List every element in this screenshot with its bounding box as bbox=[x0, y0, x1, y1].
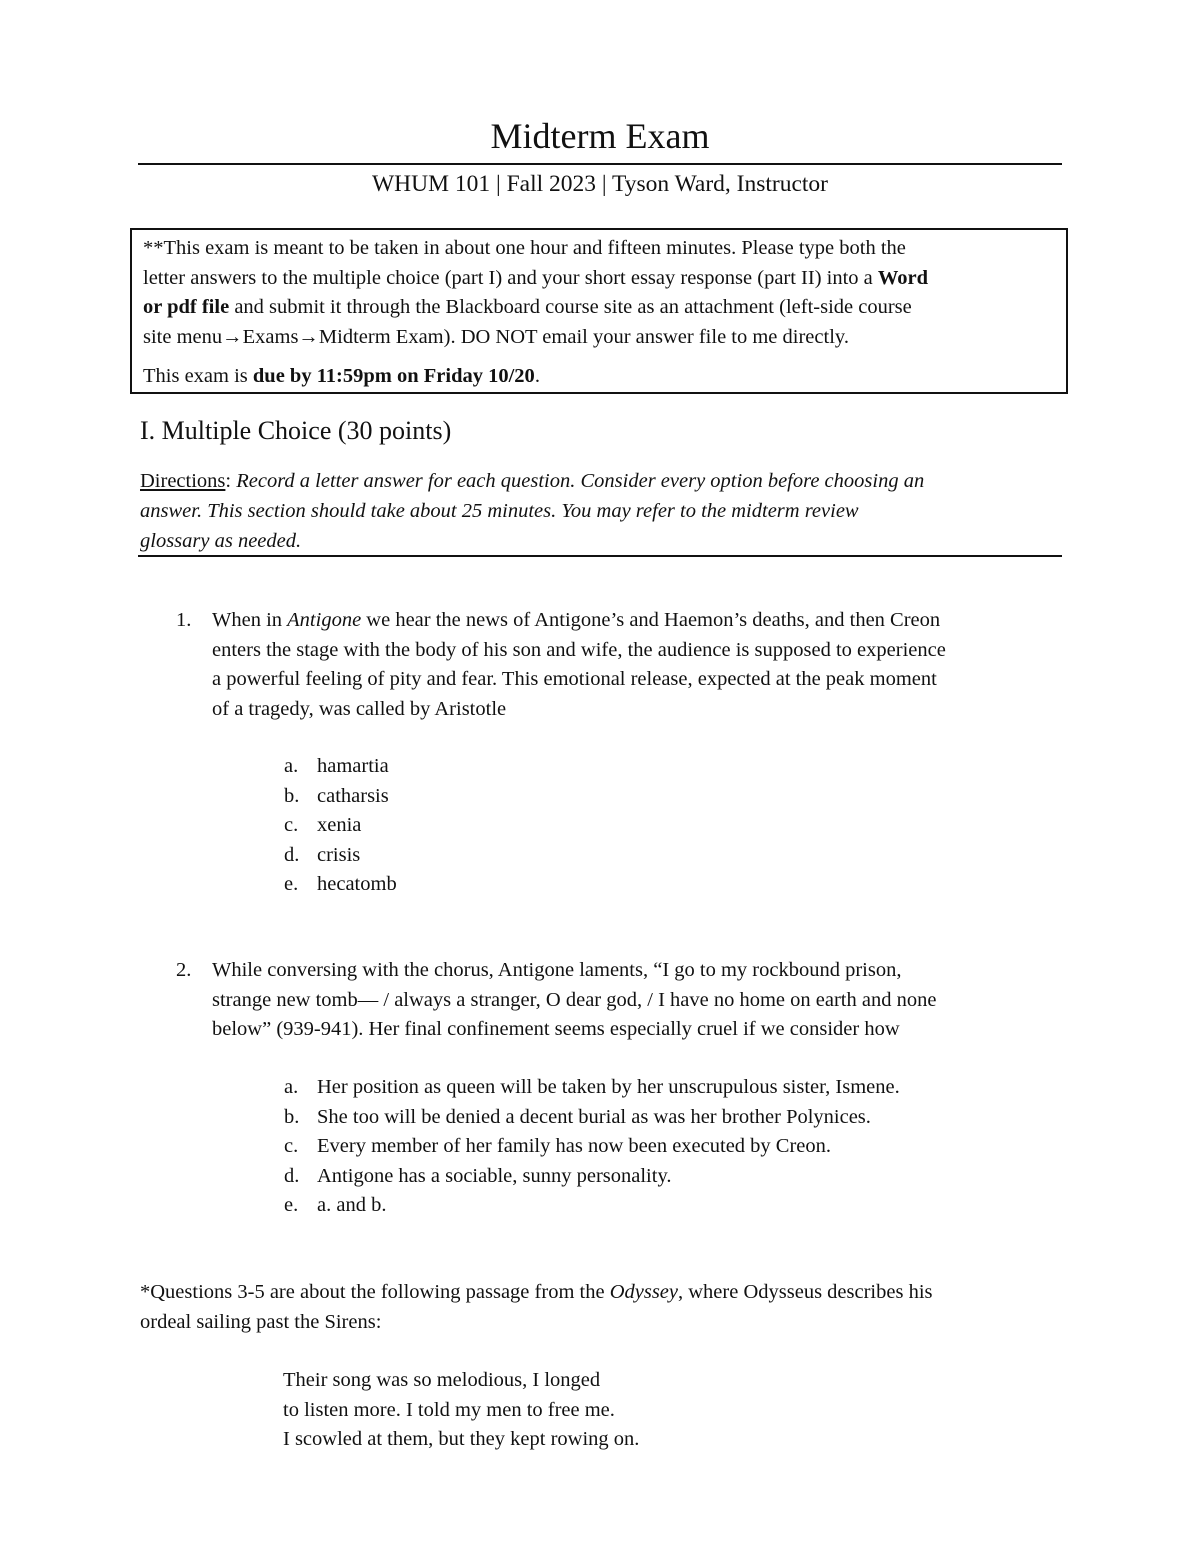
option-text: a. and b. bbox=[317, 1194, 387, 1216]
answer-option bbox=[280, 811, 1080, 841]
directions-text: glossary as needed. bbox=[140, 530, 302, 552]
notice-text: site menu→Exams→Midterm Exam). DO NOT email your answer file to me directly. bbox=[143, 326, 849, 349]
title-rule bbox=[138, 163, 1062, 165]
question-1 bbox=[176, 606, 1066, 724]
page-title: Midterm Exam bbox=[490, 116, 710, 156]
question-text-line: While conversing with the chorus, Antigone laments, “I go to my rockbound prison, bbox=[212, 959, 902, 981]
option-label: a. bbox=[284, 1076, 299, 1098]
question-text bbox=[212, 956, 1066, 1045]
section-directions bbox=[140, 466, 1064, 556]
notice-line bbox=[143, 293, 1054, 323]
odyssey-passage bbox=[283, 1366, 1043, 1455]
directions-text: Record a letter answer for each question. Consider every option before choosing an bbox=[231, 470, 925, 492]
answer-option bbox=[280, 782, 1080, 812]
option-label: e. bbox=[284, 1194, 299, 1216]
option-label: c. bbox=[284, 814, 299, 836]
question-text-line: a powerful feeling of pity and fear. This emotional release, expected at the peak moment bbox=[212, 668, 937, 690]
option-text: catharsis bbox=[317, 784, 389, 807]
note-text: *Questions 3-5 are about the following passage from the bbox=[140, 1281, 610, 1303]
note-text: , where Odysseus describes his bbox=[678, 1281, 933, 1303]
question-text-line: of a tragedy, was called by Aristotle bbox=[212, 697, 507, 720]
option-label: e. bbox=[284, 873, 299, 895]
option-text: hamartia bbox=[317, 755, 389, 777]
passage-line: to listen more. I told my men to free me. bbox=[283, 1398, 615, 1421]
question-text-span: we hear the news of Antigone’s and Haemon’s deaths, and then Creon bbox=[361, 609, 941, 631]
due-date: due by 11:59pm on Friday 10/20 bbox=[252, 364, 535, 387]
answer-option bbox=[280, 1162, 1080, 1192]
notice-bold-text: or pdf file bbox=[143, 296, 230, 319]
option-label: b. bbox=[284, 1105, 300, 1128]
notice-text: . bbox=[534, 364, 540, 387]
notice-text: letter answers to the multiple choice (part I) and your short essay response (part II) into a bbox=[143, 266, 878, 289]
work-title: Antigone bbox=[287, 609, 362, 631]
note-text-line: ordeal sailing past the Sirens: bbox=[140, 1310, 382, 1333]
section-heading: I. Multiple Choice (30 points) bbox=[140, 416, 452, 445]
option-text: Her position as queen will be taken by her unscrupulous sister, Ismene. bbox=[317, 1076, 900, 1098]
notice-line bbox=[143, 234, 1054, 264]
notice-bold-text: Word bbox=[877, 266, 929, 289]
option-text: She too will be denied a decent burial as was her brother Polynices. bbox=[317, 1105, 871, 1128]
option-label: d. bbox=[284, 843, 300, 866]
option-label: a. bbox=[284, 755, 299, 777]
notice-text: This exam is bbox=[143, 364, 253, 387]
option-text: Every member of her family has now been executed by Creon. bbox=[317, 1135, 832, 1157]
question-1-options bbox=[280, 752, 1080, 900]
notice-text: **This exam is meant to be taken in about one hour and fifteen minutes. Please type both the bbox=[143, 237, 906, 259]
question-text-line: enters the stage with the body of his son and wife, the audience is supposed to experience bbox=[212, 638, 946, 661]
passage-line: I scowled at them, but they kept rowing on. bbox=[283, 1428, 640, 1450]
option-label: c. bbox=[284, 1135, 299, 1157]
exam-notice-box bbox=[130, 228, 1068, 394]
due-date-line bbox=[143, 362, 1054, 392]
question-text-line: below” (939-941). Her final confinement seems especially cruel if we consider how bbox=[212, 1018, 900, 1040]
question-2 bbox=[176, 956, 1066, 1045]
question-text bbox=[212, 606, 1066, 724]
section-rule bbox=[138, 555, 1062, 557]
directions-label: Directions bbox=[140, 470, 226, 492]
option-text: Antigone has a sociable, sunny personality. bbox=[317, 1164, 672, 1187]
work-title: Odyssey bbox=[609, 1281, 678, 1303]
question-text-line: strange new tomb— / always a stranger, O dear god, / I have no home on earth and none bbox=[212, 988, 937, 1011]
answer-option bbox=[280, 1073, 1080, 1103]
option-label: d. bbox=[284, 1164, 300, 1187]
notice-text: and submit it through the Blackboard course site as an attachment (left-side course bbox=[229, 296, 912, 319]
option-text: xenia bbox=[317, 814, 362, 836]
option-label: b. bbox=[284, 784, 300, 807]
directions-colon: : bbox=[225, 470, 232, 492]
answer-option bbox=[280, 1132, 1080, 1162]
passage-note bbox=[140, 1278, 1064, 1337]
question-2-options bbox=[280, 1073, 1080, 1221]
question-number: 1. bbox=[176, 609, 192, 631]
question-text-span: When in bbox=[212, 609, 288, 631]
notice-line bbox=[143, 323, 1054, 353]
directions-text: answer. This section should take about 25 minutes. You may refer to the midterm review bbox=[140, 500, 859, 522]
answer-option bbox=[280, 841, 1080, 871]
notice-line bbox=[143, 264, 1054, 294]
question-number: 2. bbox=[176, 959, 192, 981]
answer-option bbox=[280, 1191, 1080, 1221]
course-subtitle: WHUM 101 | Fall 2023 | Tyson Ward, Instructor bbox=[371, 171, 829, 197]
answer-option bbox=[280, 1103, 1080, 1133]
answer-option bbox=[280, 752, 1080, 782]
passage-line: Their song was so melodious, I longed bbox=[283, 1369, 601, 1391]
option-text: hecatomb bbox=[317, 873, 397, 895]
option-text: crisis bbox=[317, 843, 361, 866]
answer-option bbox=[280, 870, 1080, 900]
